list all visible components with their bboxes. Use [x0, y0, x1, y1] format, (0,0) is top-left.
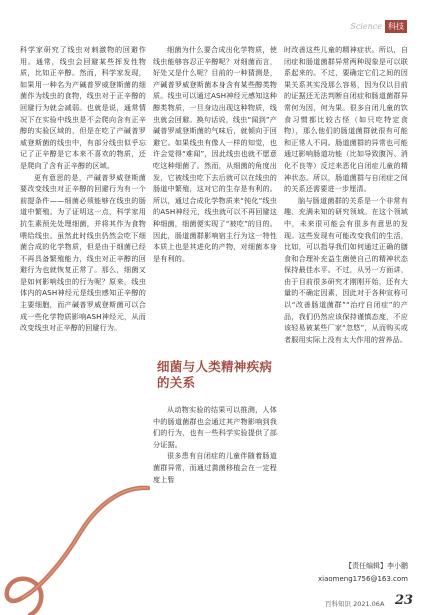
worm-illustration	[0, 448, 150, 615]
column-2-lower	[153, 404, 277, 485]
section-label-en: Science	[350, 21, 382, 31]
paragraph: 从动物实验的结果可以推测，人体中的肠道菌群也会通过其产物影响到我们的行为，也有一些科学实验提供了部分证据。	[153, 405, 277, 449]
editor-credit: 【责任编辑】李小鹏	[345, 562, 408, 570]
column-2	[153, 44, 277, 264]
paragraph: 细菌为什么要合成出化学物质，使线虫能够容忍正辛醇呢？对细菌而言，好处又是什么呢？目前的一种猜测是，产碱普罗威登斯菌本身含有某些醇类物质。线虫可以通过ASH神经元感知这种醇类物质，一旦身边出现这种物质，线虫就会回避。换句话说，线虫“闻到”产碱普罗威登斯菌的气味后，就倾向于回避它。如果线虫有像人一样的知觉，也许会觉得“难闻”，因此线虫也就不愿意吃这种细菌了。然而，从细菌的角度出发，它被线虫吃下去后就可以在线虫的肠道中繁殖，这对它的生存是有利的。所以，通过合成化学物质来“钝化”线虫的ASH神经元，线虫就可以不再回避这种细菌，细菌便实现了“被吃”的目的。因此，肠道菌群影响宿主行为这一特性本质上也是其进化的产物，对细菌本身是有利的。	[153, 45, 277, 263]
section-heading: 细菌与人类精神疾病的关系	[157, 359, 273, 390]
paragraph: 更有意思的是，产碱普罗威登斯菌要改变线虫对正辛醇的回避行为有一个前提条件——细菌必须能够在线虫的肠道中繁殖。为了证明这一点，科学家用抗生素预先处理细菌，并将其作为食物喂给线虫。虽然此时线虫仍然会吃下细菌合成的化学物质，但是由于细菌已经不再具备繁殖能力，线虫对正辛醇的回避行为也就恢复正常了。那么，细菌又是如何影响线虫的行为呢？原来，线虫体内的ASH神经元是线虫感知正辛醇的主要细胞，而产碱普罗威登斯菌可以合成一些化学物质影响ASH神经元，从而改变线虫对正辛醇的回避行为。	[20, 172, 146, 333]
section-header	[350, 19, 407, 33]
paragraph: 很多患有自闭症的儿童伴随着肠道菌群异常，而通过粪菌移植会在一定程度上暂	[153, 451, 277, 484]
paragraph: 时改善这些儿童的精神症状。所以，自闭症和肠道菌群异常两种现象是可以联系起来的。不过，要确定它们之间的因果关系其实没那么容易，因为仅以目前的证据还无法判断自闭症和肠道菌群异常何为因，何为果。很多自闭儿童的饮食习惯都比较古怪（如只吃特定食物），那么他们的肠道菌群就很有可能和正常人不同。肠道菌群的异常也可能通过影响肠道功能（比如导致腹泻、消化不良等）反过来恶化自闭症儿童的精神状态。所以，肠道菌群与自闭症之间的关系还需要进一步厘清。	[284, 45, 408, 194]
paragraph: 脑与肠道菌群的关系是一个非常有趣、充满未知的研究领域。在这个领域中，未来很可能会有很多有意思的发现。这些发现有可能改变我们的生活，比如，可以指导我们如何通过正确的膳食和合理补充益生菌使自己的精神状态保持最佳水平。不过，从另一方面讲，由于目前很多研究才刚刚开始，还有大量的不确定因素，因此对于各种宣称可以“改善肠道菌群”“治疗自闭症”的产品，我们仍然应该保持谨慎态度，不应该轻易被某些厂家“忽悠”，从而购买或者服用实际上没有太大作用的营养品。	[284, 195, 408, 344]
column-1	[20, 44, 146, 334]
column-3	[284, 44, 408, 345]
worm-body	[7, 488, 148, 615]
section-label-cn: 科技	[385, 20, 407, 33]
page-number: 23	[395, 593, 414, 608]
editor-email: xiaomeng1756@163.com	[317, 575, 408, 583]
paragraph: 科学家研究了线虫对刺激物的回避作用。通常，线虫会回避某些挥发性物质，比如正辛醇。然而，科学家发现，如果用一种名为产碱普罗威登斯菌的细菌作为线虫的食物，线虫对于正辛醇的回避行为就会减弱。也就是说，通常情况下在实验中线虫是不会爬向含有正辛醇的实验区域的，但是在吃了产碱普罗威登斯菌的线虫中，有部分线虫似乎忘记了正辛醇是它本来不喜欢的物质，还是爬向了含有正辛醇的区域。	[20, 45, 146, 170]
publication-info: 百科知识 2021.06A	[325, 600, 385, 608]
